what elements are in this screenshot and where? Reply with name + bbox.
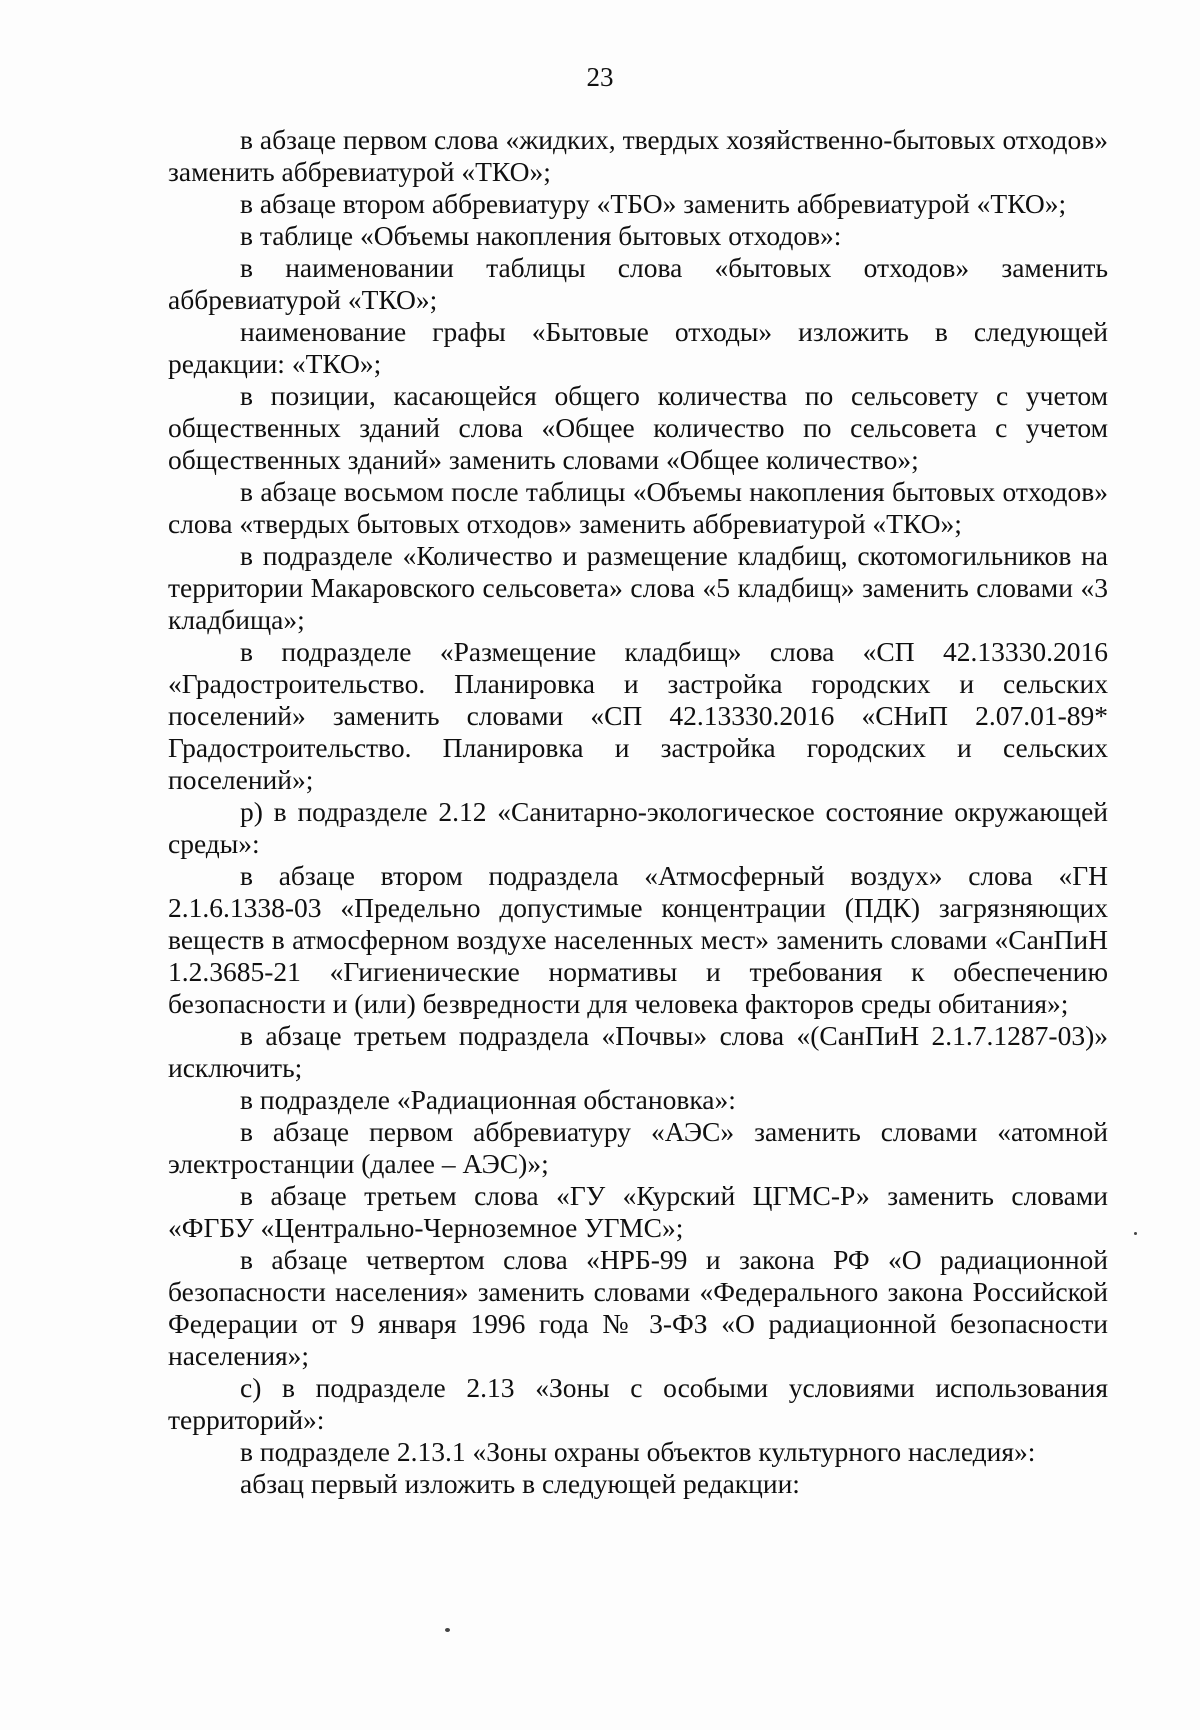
page-number: 23: [586, 62, 614, 92]
paragraph: в абзаце втором подраздела «Атмосферный воздух» слова «ГН 2.1.6.1338-03 «Предельно допустимые концентрации (ПДК) загрязняющих веществ в атмосферном воздухе населенных мест» заменить словами «СанПиН 1.2.3685-21 «Гигиенические нормативы и требования к обеспечению безопасности и (или) безвредности для человека факторов среды обитания»;: [168, 860, 1108, 1019]
paragraph: в таблице «Объемы накопления бытовых отходов»:: [240, 220, 842, 251]
paragraph: в абзаце втором аббревиатуру «ТБО» заменить аббревиатурой «ТКО»;: [240, 188, 1067, 219]
paragraph: в наименовании таблицы слова «бытовых отходов» заменить аббревиатурой «ТКО»;: [168, 252, 1108, 315]
scan-speck: [445, 1628, 450, 1632]
paragraph: в абзаце третьем подраздела «Почвы» слова «(СанПиН 2.1.7.1287-03)» исключить;: [168, 1020, 1108, 1083]
document-body: [168, 124, 1108, 1500]
paragraph: в абзаце первом слова «жидких, твердых хозяйственно-бытовых отходов» заменить аббревиатурой «ТКО»;: [168, 124, 1108, 187]
paragraph: в абзаце восьмом после таблицы «Объемы накопления бытовых отходов» слова «твердых бытовых отходов» заменить аббревиатурой «ТКО»;: [168, 476, 1108, 539]
scan-speck: [1134, 1232, 1137, 1235]
paragraph: в подразделе 2.13.1 «Зоны охраны объектов культурного наследия»:: [240, 1436, 1036, 1467]
paragraph: в подразделе «Радиационная обстановка»:: [240, 1084, 736, 1115]
paragraph: р) в подразделе 2.12 «Санитарно-экологическое состояние окружающей среды»:: [168, 796, 1108, 859]
paragraph: с) в подразделе 2.13 «Зоны с особыми условиями использования территорий»:: [168, 1372, 1108, 1435]
paragraph: в позиции, касающейся общего количества по сельсовету с учетом общественных зданий слова «Общее количество по сельсовета с учетом общественных зданий» заменить словами «Общее количество»;: [168, 380, 1108, 475]
paragraph: в абзаце четвертом слова «НРБ-99 и закона РФ «О радиационной безопасности населения» заменить словами «Федерального закона Российской Федерации от 9 января 1996 года № 3-ФЗ «О радиационной безопасности населения»;: [168, 1244, 1108, 1371]
paragraph: в абзаце третьем слова «ГУ «Курский ЦГМС-Р» заменить словами «ФГБУ «Центрально-Черноземное УГМС»;: [168, 1180, 1108, 1243]
paragraph: наименование графы «Бытовые отходы» изложить в следующей редакции: «ТКО»;: [168, 316, 1108, 379]
paragraph: в подразделе «Количество и размещение кладбищ, скотомогильников на территории Макаровского сельсовета» слова «5 кладбищ» заменить словами «3 кладбища»;: [168, 540, 1108, 635]
paragraph: абзац первый изложить в следующей редакции:: [240, 1468, 800, 1499]
paragraph: в подразделе «Размещение кладбищ» слова «СП 42.13330.2016 «Градостроительство. Планировка и застройка городских и сельских поселений» заменить словами «СП 42.13330.2016 «СНиП 2.07.01-89* Градостроительство. Планировка и застройка городских и сельских поселений»;: [168, 636, 1108, 795]
paragraph: в абзаце первом аббревиатуру «АЭС» заменить словами «атомной электростанции (далее – АЭС)»;: [168, 1116, 1108, 1179]
